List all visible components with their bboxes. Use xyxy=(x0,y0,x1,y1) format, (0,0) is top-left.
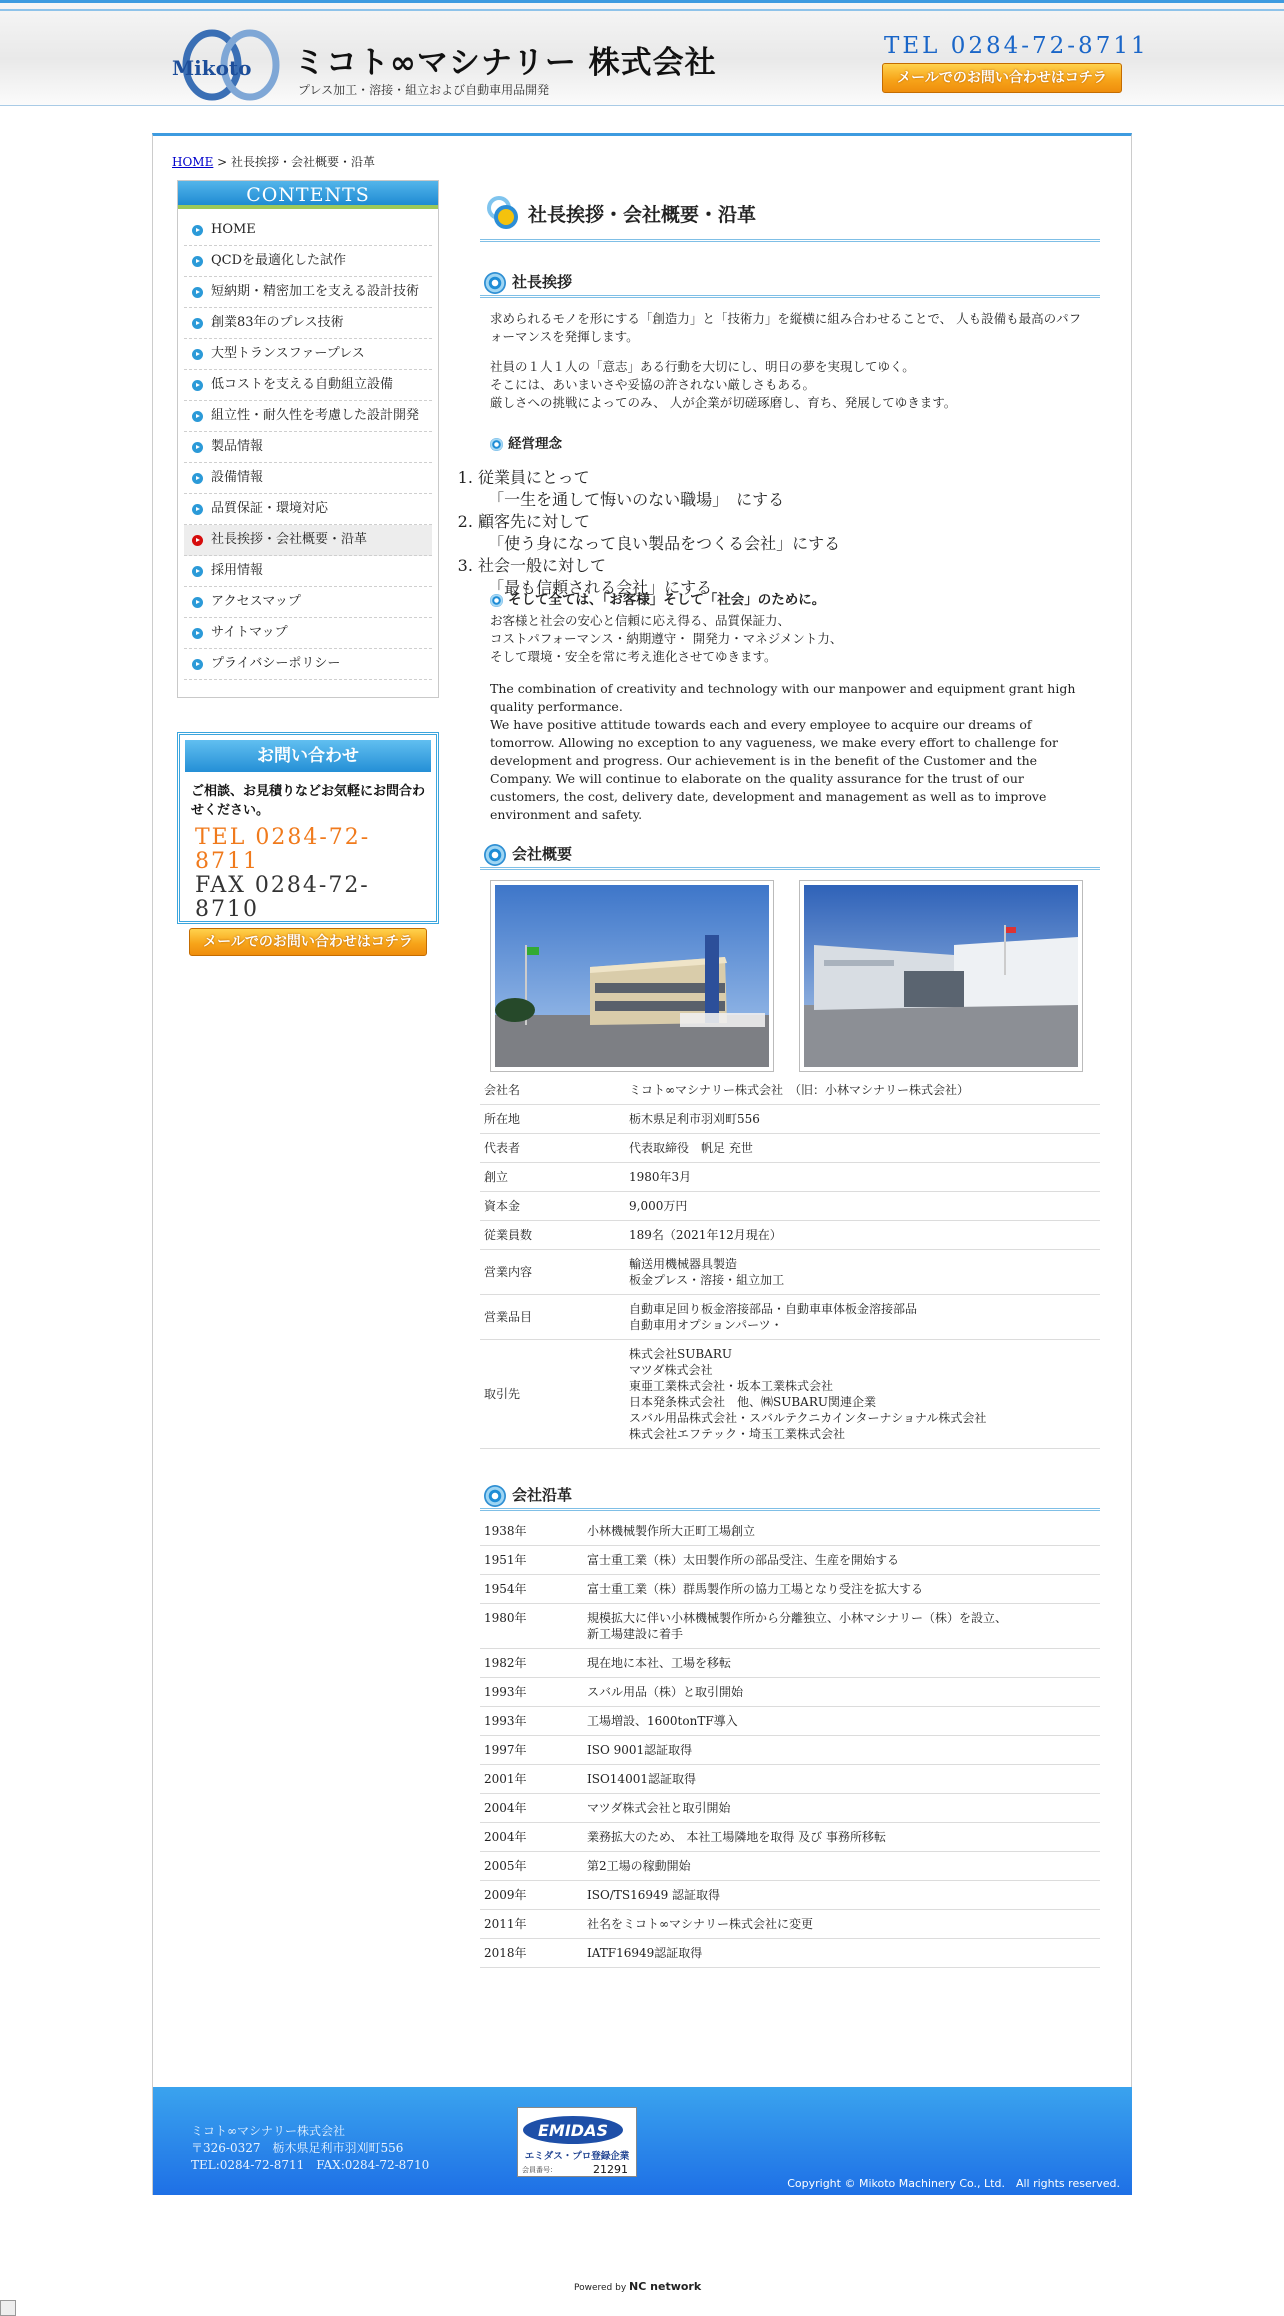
row-key: 1980年 xyxy=(480,1604,583,1649)
table-row xyxy=(480,1546,1100,1575)
svg-text:21291: 21291 xyxy=(593,2163,628,2176)
contact-phone: TEL 0284-72-8711 xyxy=(195,825,371,874)
company-tagline: プレス加工・溶接・組立および自動車用品開発 xyxy=(298,83,550,97)
row-value: 小林機械製作所大正町工場創立 xyxy=(583,1517,1100,1546)
header-mail-button[interactable]: メールでのお問い合わせはコチラ xyxy=(882,63,1122,93)
row-key: 1954年 xyxy=(480,1575,583,1604)
row-value: IATF16949認証取得 xyxy=(583,1939,1100,1968)
row-value: ミコト∞マシナリー株式会社 （旧：小林マシナリー株式会社） xyxy=(625,1076,1100,1105)
sidebar-item-equipment[interactable] xyxy=(184,463,432,494)
table-row xyxy=(480,1678,1100,1707)
mission-english-1: The combination of creativity and technology with our manpower and equipment grant high quality performance. xyxy=(490,681,1076,714)
arrow-bullet-icon xyxy=(192,349,203,360)
factory-photo xyxy=(799,880,1083,1072)
row-key: 代表者 xyxy=(480,1134,625,1163)
sidebar-contents xyxy=(177,180,439,698)
section-circle-icon xyxy=(484,1485,506,1507)
row-value: 現在地に本社、工場を移転 xyxy=(583,1649,1100,1678)
table-row xyxy=(480,1823,1100,1852)
table-row xyxy=(480,1852,1100,1881)
row-value: 富士重工業（株）太田製作所の部品受注、生産を開始する xyxy=(583,1546,1100,1575)
mission-line-2: コストパフォーマンス・納期遵守・ 開発力・マネジメント力、 xyxy=(490,631,843,646)
svg-text:会員番号：: 会員番号： xyxy=(522,2166,557,2174)
page-title-text: 社長挨拶・会社概要・沿革 xyxy=(528,204,757,226)
row-key: 従業員数 xyxy=(480,1221,625,1250)
sidebar-item-assembly[interactable] xyxy=(184,370,432,401)
small-circle-icon xyxy=(490,438,503,451)
powered-by[interactable]: Powered by NC network xyxy=(574,2280,702,2293)
row-value: 189名（2021年12月現在） xyxy=(625,1221,1100,1250)
arrow-bullet-icon xyxy=(192,473,203,484)
table-row xyxy=(480,1295,1100,1340)
row-key: 1938年 xyxy=(480,1517,583,1546)
breadcrumb xyxy=(172,153,375,170)
section-heading-history: 会社沿革 xyxy=(480,1477,1100,1511)
row-key: 1951年 xyxy=(480,1546,583,1575)
row-value: 株式会社SUBARU マツダ株式会社 東亜工業株式会社・坂本工業株式会社 日本発条株式会社 他、㈱SUBARU関連企業 スバル用品株式会社・スバルテクニカインターナショナル株式会社 株式会社エフテック・埼玉工業株式会社 xyxy=(625,1340,1100,1449)
sidebar-item-label: サイトマップ xyxy=(211,625,288,640)
arrow-bullet-icon xyxy=(192,380,203,391)
contact-text: ご相談、お見積りなどお気軽にお問合わせください。 xyxy=(191,784,426,818)
table-row xyxy=(480,1765,1100,1794)
row-value: 輸送用機械器具製造 板金プレス・溶接・組立加工 xyxy=(625,1250,1100,1295)
header-top-line xyxy=(0,9,1284,11)
row-value: スバル用品（株）と取引開始 xyxy=(583,1678,1100,1707)
row-value: 9,000万円 xyxy=(625,1192,1100,1221)
philosophy-heading: 経営理念 xyxy=(480,432,1100,456)
mission-english-2: We have positive attitude towards each and every employee to acquire our dreams of tomorrow. Allowing no exception to any vagueness, we make every effort to challenge for development and progress. Our achievement is in the benefit of the Customer and the Company. We will continue to elaborate on the quality assurance for the trust of our customers, the cost, delivery date, development and management as well as to improve environment and safety. xyxy=(490,717,1058,822)
arrow-bullet-icon xyxy=(192,566,203,577)
site-footer xyxy=(153,2087,1132,2195)
sidebar-item-transfer-press[interactable] xyxy=(184,339,432,370)
arrow-bullet-icon xyxy=(192,628,203,639)
sidebar-item-label: 短納期・精密加工を支える設計技術 xyxy=(211,284,420,299)
row-key: 2004年 xyxy=(480,1823,583,1852)
row-key: 2005年 xyxy=(480,1852,583,1881)
section-heading-overview: 会社概要 xyxy=(480,836,1100,870)
row-key: 2004年 xyxy=(480,1794,583,1823)
mission-line-3: そして環境・安全を常に考え進化させてゆきます。 xyxy=(490,649,777,664)
broken-image-icon xyxy=(0,2300,16,2316)
arrow-bullet-icon xyxy=(192,597,203,608)
table-row xyxy=(480,1340,1100,1449)
sidebar-item-label: 社長挨拶・会社概要・沿革 xyxy=(211,532,368,547)
svg-text:エミダス・プロ登録企業: エミダス・プロ登録企業 xyxy=(524,2151,630,2162)
row-key: 1997年 xyxy=(480,1736,583,1765)
row-value: 工場増設、1600tonTF導入 xyxy=(583,1707,1100,1736)
greeting-line-1: 社員の１人１人の「意志」ある行動を大切にし、明日の夢を実現してゆく。 xyxy=(490,359,915,374)
row-key: 営業内容 xyxy=(480,1250,625,1295)
section-circle-icon xyxy=(484,844,506,866)
arrow-bullet-icon xyxy=(192,318,203,329)
table-row xyxy=(480,1794,1100,1823)
sidebar-item-label: 大型トランスファープレス xyxy=(211,346,365,361)
sidebar-item-access[interactable] xyxy=(184,587,432,618)
philosophy-item: 1. 従業員にとって 「一生を通して悔いのない職場」 にする xyxy=(478,467,896,511)
sidebar-item-label: プライバシーポリシー xyxy=(211,656,341,671)
philosophy-item: 3. 社会一般に対して 「最も信頼される会社」にする xyxy=(478,555,896,599)
philosophy-item: 2. 顧客先に対して 「使う身になって良い製品をつくる会社」にする xyxy=(478,511,896,555)
mission-heading: そして全ては、「お客様」そして「社会」のために。 xyxy=(480,588,1100,612)
sidebar-item-label: 低コストを支える自動組立設備 xyxy=(211,377,394,392)
arrow-bullet-icon xyxy=(192,659,203,670)
contents-title: CONTENTS xyxy=(178,181,438,209)
sidebar-item-label: 採用情報 xyxy=(211,563,264,578)
contact-box xyxy=(177,732,439,950)
emidas-badge[interactable] xyxy=(517,2107,637,2177)
row-key: 1993年 xyxy=(480,1707,583,1736)
sidebar-item-sitemap[interactable] xyxy=(184,618,432,649)
sidebar-item-label: 組立性・耐久性を考慮した設計開発 xyxy=(211,408,420,423)
philosophy-list xyxy=(456,467,896,599)
mission-line-1: お客様と社会の安心と信頼に応え得る、品質保証力、 xyxy=(490,613,791,628)
sidebar-item-label: QCDを最適化した試作 xyxy=(211,253,347,268)
sidebar-item-products[interactable] xyxy=(184,432,432,463)
row-value: ISO/TS16949 認証取得 xyxy=(583,1881,1100,1910)
copyright: Copyright © Mikoto Machinery Co., Ltd. All rights reserved. xyxy=(787,2177,1120,2190)
table-row xyxy=(480,1250,1100,1295)
breadcrumb-home-link[interactable]: HOME xyxy=(172,155,214,169)
arrow-bullet-icon xyxy=(192,256,203,267)
sidebar-item-label: HOME xyxy=(211,222,256,237)
row-key: 営業品目 xyxy=(480,1295,625,1340)
header-phone: TEL 0284-72-8711 xyxy=(884,33,1149,59)
sidebar-item-home[interactable] xyxy=(184,215,432,246)
greeting-line-3: 厳しさへの挑戦によってのみ、 人が企業が切磋琢磨し、育ち、発展してゆきます。 xyxy=(490,395,957,410)
page-title xyxy=(480,186,1100,242)
breadcrumb-separator: > xyxy=(213,155,232,169)
nc-network-logo: NC network xyxy=(629,2280,702,2293)
breadcrumb-current: 社長挨拶・会社概要・沿革 xyxy=(231,155,376,169)
company-history-table xyxy=(480,1517,1100,1968)
table-row xyxy=(480,1649,1100,1678)
table-row xyxy=(480,1575,1100,1604)
company-name: ミコト∞マシナリー 株式会社 xyxy=(294,45,717,81)
row-key: 会社名 xyxy=(480,1076,625,1105)
company-overview-table xyxy=(480,1076,1100,1449)
head-office-photo xyxy=(490,880,774,1072)
greeting-line-2: そこには、あいまいさや妥協の許されない厳しさもある。 xyxy=(490,377,816,392)
row-value: 栃木県足利市羽刈町556 xyxy=(625,1105,1100,1134)
arrow-bullet-icon xyxy=(192,411,203,422)
contact-fax: FAX 0284-72-8710 xyxy=(195,873,370,922)
sidebar-item-design-dev[interactable] xyxy=(184,401,432,432)
table-row xyxy=(480,1076,1100,1105)
svg-text:EMIDAS: EMIDAS xyxy=(538,2121,608,2140)
row-value: ISO 9001認証取得 xyxy=(583,1736,1100,1765)
site-header xyxy=(0,0,1284,106)
sidebar-nav xyxy=(178,209,438,686)
contact-mail-button[interactable]: メールでのお問い合わせはコチラ xyxy=(189,928,427,956)
row-value: 規模拡大に伴い小林機械製作所から分離独立、小林マシナリー（株）を設立、 新工場建設に着手 xyxy=(583,1604,1100,1649)
row-key: 資本金 xyxy=(480,1192,625,1221)
svg-text:Mikoto: Mikoto xyxy=(172,56,252,80)
sidebar-item-company[interactable] xyxy=(184,525,432,556)
row-value: 富士重工業（株）群馬製作所の協力工場となり受注を拡大する xyxy=(583,1575,1100,1604)
row-key: 所在地 xyxy=(480,1105,625,1134)
table-row xyxy=(480,1736,1100,1765)
arrow-bullet-icon xyxy=(192,504,203,515)
section-circle-icon xyxy=(484,272,506,294)
row-key: 1993年 xyxy=(480,1678,583,1707)
company-photos xyxy=(480,870,1100,1076)
sidebar-item-label: アクセスマップ xyxy=(211,594,301,609)
sidebar-item-label: 設備情報 xyxy=(211,470,264,485)
arrow-bullet-icon xyxy=(192,442,203,453)
row-key: 2018年 xyxy=(480,1939,583,1968)
title-circles-icon xyxy=(486,194,520,232)
table-row xyxy=(480,1163,1100,1192)
sidebar-item-quality[interactable] xyxy=(184,494,432,525)
row-key: 2009年 xyxy=(480,1881,583,1910)
arrow-bullet-icon xyxy=(192,225,203,236)
sidebar-item-privacy[interactable] xyxy=(184,649,432,680)
table-row xyxy=(480,1910,1100,1939)
sidebar-item-design-tech[interactable] xyxy=(184,277,432,308)
row-value: マツダ株式会社と取引開始 xyxy=(583,1794,1100,1823)
greeting-paragraph-1: 求められるモノを形にする「創造力」と「技術力」を縦横に組み合わせることで、 人も設備も最高のパフォーマンスを発揮します。 xyxy=(490,311,1082,344)
row-key: 創立 xyxy=(480,1163,625,1192)
sidebar-item-label: 創業83年のプレス技術 xyxy=(211,315,344,330)
sidebar-item-recruit[interactable] xyxy=(184,556,432,587)
table-row xyxy=(480,1517,1100,1546)
row-value: 1980年3月 xyxy=(625,1163,1100,1192)
sidebar-item-press-tech[interactable] xyxy=(184,308,432,339)
contact-title: お問い合わせ xyxy=(185,740,431,772)
row-value: 業務拡大のため、 本社工場隣地を取得 及び 事務所移転 xyxy=(583,1823,1100,1852)
main-content xyxy=(480,180,1100,1968)
table-row xyxy=(480,1939,1100,1968)
row-value: 第2工場の稼動開始 xyxy=(583,1852,1100,1881)
sidebar-item-label: 品質保証・環境対応 xyxy=(211,501,329,516)
table-row xyxy=(480,1881,1100,1910)
arrow-bullet-icon xyxy=(192,535,203,546)
row-value: 自動車足回り板金溶接部品・自動車車体板金溶接部品 自動車用オプションパーツ・ xyxy=(625,1295,1100,1340)
row-value: ISO14001認証取得 xyxy=(583,1765,1100,1794)
section-heading-greeting: 社長挨拶 xyxy=(480,264,1100,298)
table-row xyxy=(480,1221,1100,1250)
sidebar-item-qcd[interactable] xyxy=(184,246,432,277)
table-row xyxy=(480,1105,1100,1134)
row-key: 2011年 xyxy=(480,1910,583,1939)
sidebar-item-label: 製品情報 xyxy=(211,439,264,454)
table-row xyxy=(480,1134,1100,1163)
row-key: 取引先 xyxy=(480,1340,625,1449)
arrow-bullet-icon xyxy=(192,287,203,298)
mikoto-logo[interactable] xyxy=(170,29,290,101)
row-key: 2001年 xyxy=(480,1765,583,1794)
table-row xyxy=(480,1707,1100,1736)
footer-address: ミコト∞マシナリー株式会社 〒326-0327 栃木県足利市羽刈町556 TEL:0284-72-8711 FAX:0284-72-8710 xyxy=(191,2124,430,2172)
table-row xyxy=(480,1604,1100,1649)
row-key: 1982年 xyxy=(480,1649,583,1678)
row-value: 社名をミコト∞マシナリー株式会社に変更 xyxy=(583,1910,1100,1939)
row-value: 代表取締役 帆足 充世 xyxy=(625,1134,1100,1163)
table-row xyxy=(480,1192,1100,1221)
